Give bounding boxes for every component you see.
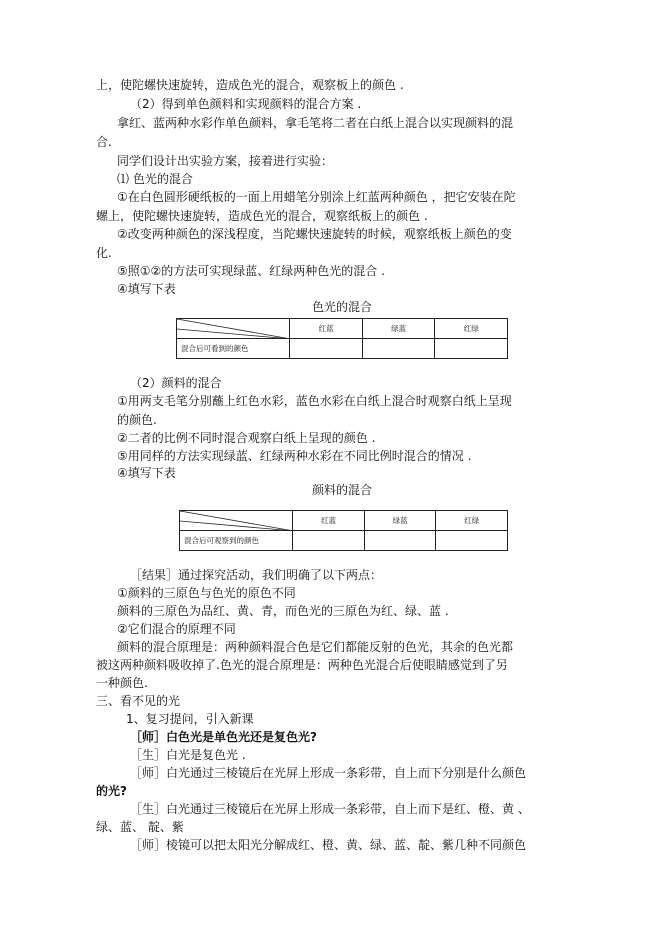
result-heading: ［结果］通过探究活动，我们明确了以下两点： — [130, 568, 383, 582]
pigment-mixing-table — [179, 510, 508, 551]
dialogue-line: ［生］白光是复色光 . — [130, 748, 246, 762]
column-header: 绿蓝 — [364, 511, 436, 531]
text-line: 上，使陀螺快速旋转，造成色光的混合，观察板上的颜色 . — [96, 78, 404, 92]
column-header: 红蓝 — [290, 319, 363, 339]
text-line: ⑤用同样的方法实现绿蓝、红绿两种水彩在不同比例时混合的情况 . — [117, 449, 472, 463]
diagonal-lines — [180, 511, 294, 531]
text-line: 被这两种颜料吸收掉了.色光的混合原理是：两种色光混合后使眼睛感觉到了另 — [96, 658, 508, 672]
color-light-mixing-table — [176, 318, 508, 359]
section-heading: 三、看不见的光 — [96, 694, 181, 708]
text-line: ②改变两种颜色的深浅程度，当陀螺快速旋转的时候，观察纸板上颜色的变 — [117, 227, 512, 241]
text-line: 一种颜色. — [96, 676, 148, 690]
text-line: 化. — [96, 246, 112, 260]
text-line: ①颜料的三原色与色光的原色不同 — [117, 586, 296, 600]
diagonal-header-cell — [180, 511, 293, 531]
diagonal-lines — [177, 319, 291, 339]
dialogue-line: ［师］棱镜可以把太阳光分解成红、橙、黄、绿、蓝、靛、紫几种不同颜色 — [130, 838, 527, 852]
text-line: ②二者的比例不同时混合观察白纸上呈现的颜色 . — [117, 431, 376, 445]
table-caption: 颜料的混合 — [312, 483, 373, 497]
dialogue-line: ［师］白光通过三棱镜后在光屏上形成一条彩带，自上而下分别是什么颜色 — [130, 766, 527, 780]
dialogue-line: 绿、蓝、 靛、紫 — [96, 820, 184, 834]
table-cell — [435, 339, 508, 359]
dialogue-line: ［生］白光通过三棱镜后在光屏上形成一条彩带，自上而下是红、橙、黄 、 — [130, 802, 530, 816]
text-line: ①在白色圆形硬纸板的一面上用蜡笔分别涂上红蓝两种颜色 ，把它安装在陀 — [117, 190, 516, 204]
row-label: 混合后可看到的颜色 — [177, 339, 290, 359]
table-cell — [436, 531, 508, 551]
text-line: 拿红、蓝两种水彩作单色颜料，拿毛笔将二者在白纸上混合以实现颜料的混 — [117, 116, 514, 130]
row-label: 混合后可观察到的颜色 — [180, 531, 293, 551]
text-line: 同学们设计出实验方案，接着进行实验： — [117, 154, 334, 168]
dialogue-line: 的光? — [96, 784, 127, 798]
text-line: 颜料的混合原理是：两种颜料混合色是它们都能反射的色光，其余的色光都 — [117, 640, 514, 654]
text-line: 螺上，使陀螺快速旋转，造成色光的混合，观察纸板上的颜色 . — [96, 209, 428, 223]
text-line: ⑤照①②的方法可实现绿蓝、红绿两种色光的混合 . — [117, 264, 385, 278]
table-cell — [362, 339, 435, 359]
table-cell — [290, 339, 363, 359]
text-line: 颜料的三原色为品红、黄、青，而色光的三原色为红、绿、蓝 . — [117, 604, 449, 618]
column-header: 绿蓝 — [362, 319, 435, 339]
table-caption: 色光的混合 — [312, 300, 373, 314]
column-header: 红绿 — [435, 319, 508, 339]
text-line: 合. — [96, 135, 112, 149]
text-line: ④填写下表 — [117, 466, 176, 480]
column-header: 红蓝 — [293, 511, 365, 531]
section-heading: ⑴ 色光的混合 — [117, 172, 193, 186]
table-cell — [293, 531, 365, 551]
section-heading: （2）颜料的混合 — [130, 376, 222, 390]
text-line: （2）得到单色颜料和实现颜料的混合方案 . — [130, 97, 362, 111]
text-line: ②它们混合的原理不同 — [117, 622, 236, 636]
diagonal-header-cell — [177, 319, 290, 339]
dialogue-line: ［师］白色光是单色光还是复色光? — [130, 730, 317, 744]
text-line: ①用两支毛笔分别蘸上红色水彩，蓝色水彩在白纸上混合时观察白纸上呈现 — [117, 394, 512, 408]
table-cell — [364, 531, 436, 551]
text-line: ④填写下表 — [117, 282, 176, 296]
text-line: 的颜色. — [117, 413, 157, 427]
column-header: 红绿 — [436, 511, 508, 531]
text-line: 1、复习提问，引入新课 — [126, 712, 254, 726]
